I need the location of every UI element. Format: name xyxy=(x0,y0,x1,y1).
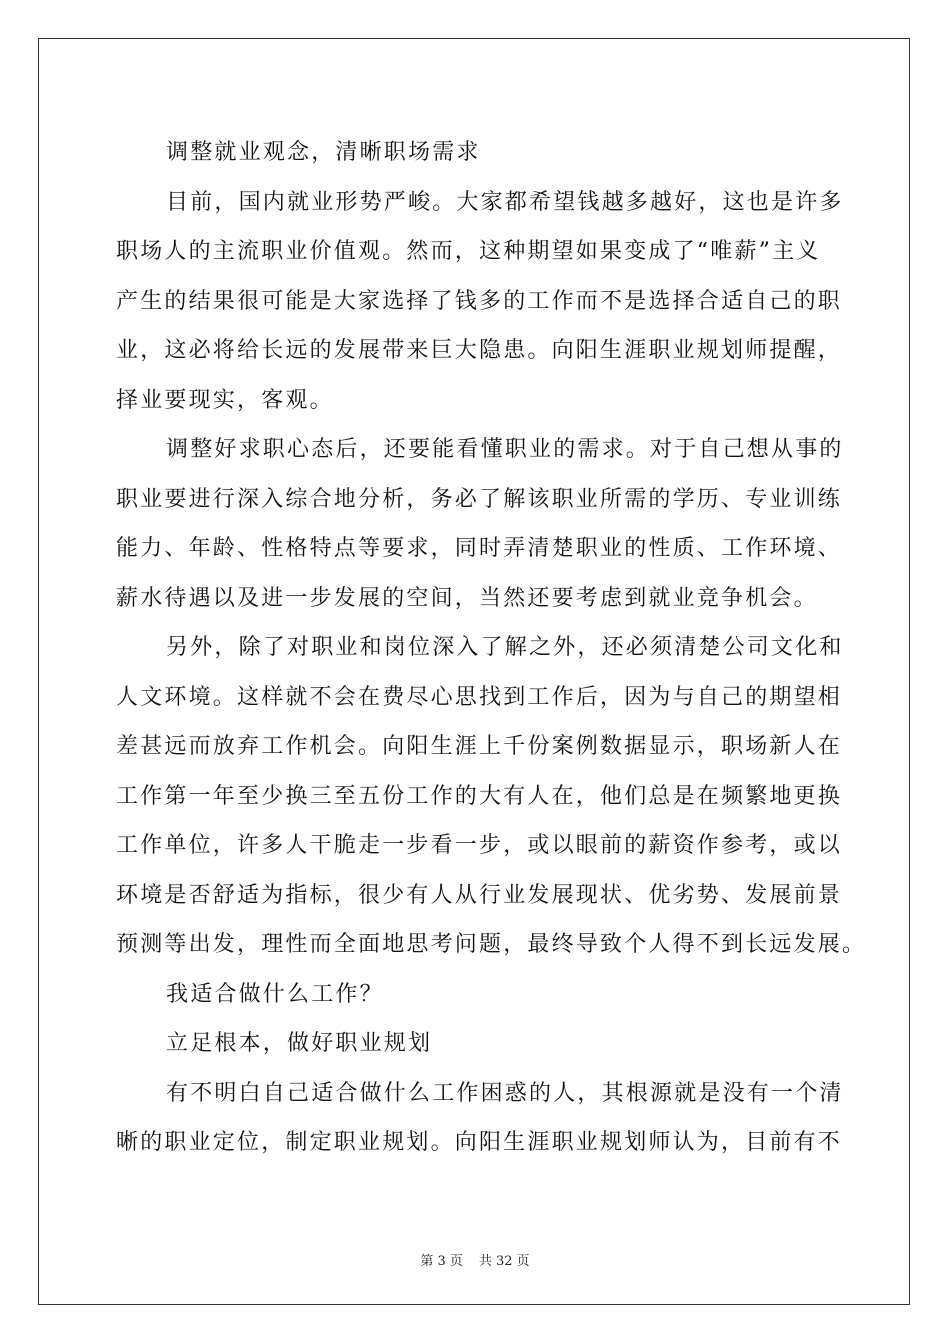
text-line: 职场人的主流职业价值观。然而，这种期望如果变成了“唯薪”主义 xyxy=(116,239,821,264)
text-line: 能力、年龄、性格特点等要求，同时弄清楚职业的性质、工作环境、 xyxy=(116,536,843,561)
page-number: 第 3 页 xyxy=(420,1254,463,1269)
text-line: 预测等出发，理性而全面地思考问题，最终导致个人得不到长远发展。 xyxy=(116,932,867,957)
text-line: 产生的结果很可能是大家选择了钱多的工作而不是选择合适自己的职 xyxy=(116,288,843,314)
text-line: 人文环境。这样就不会在费尽心思找到工作后，因为与自己的期望相 xyxy=(116,684,843,710)
text-line: 择业要现实，客观。 xyxy=(116,387,334,413)
text-line: 立足根本，做好职业规划 xyxy=(166,1031,433,1056)
total-pages: 共 32 页 xyxy=(478,1254,530,1269)
text-line: 另外，除了对职业和岗位深入了解之外，还必须清楚公司文化和 xyxy=(166,635,844,660)
text-line: 目前，国内就业形势严峻。大家都希望钱越多越好，这也是许多 xyxy=(166,189,844,215)
text-line: 薪水待遇以及进一步发展的空间，当然还要考虑到就业竞争机会。 xyxy=(116,585,818,611)
text-line: 有不明白自己适合做什么工作困惑的人，其根源就是没有一个清 xyxy=(166,1080,844,1106)
text-line: 业，这必将给长远的发展带来巨大隐患。向阳生涯职业规划师提醒， xyxy=(116,338,843,363)
text-line: 差甚远而放弃工作机会。向阳生涯上千份案例数据显示，职场新人在 xyxy=(116,734,843,759)
text-line: 调整好求职心态后，还要能看懂职业的需求。对于自己想从事的 xyxy=(166,437,844,462)
text-line: 环境是否舒适为指标，很少有人从行业发展现状、优劣势、发展前景 xyxy=(116,882,843,908)
text-line: 晰的职业定位，制定职业规划。向阳生涯职业规划师认为，目前有不 xyxy=(116,1130,843,1155)
text-line: 我适合做什么工作？ xyxy=(166,981,384,1007)
text-line: 工作第一年至少换三至五份工作的大有人在，他们总是在频繁地更换 xyxy=(116,783,843,809)
text-line: 职业要进行深入综合地分析，务必了解该职业所需的学历、专业训练 xyxy=(116,486,843,512)
document-body xyxy=(116,128,867,1168)
text-line: 工作单位，许多人干脆走一步看一步，或以眼前的薪资作参考，或以 xyxy=(116,833,843,858)
text-line: 调整就业观念，清晰职场需求 xyxy=(166,140,481,165)
page-footer xyxy=(0,1250,950,1269)
